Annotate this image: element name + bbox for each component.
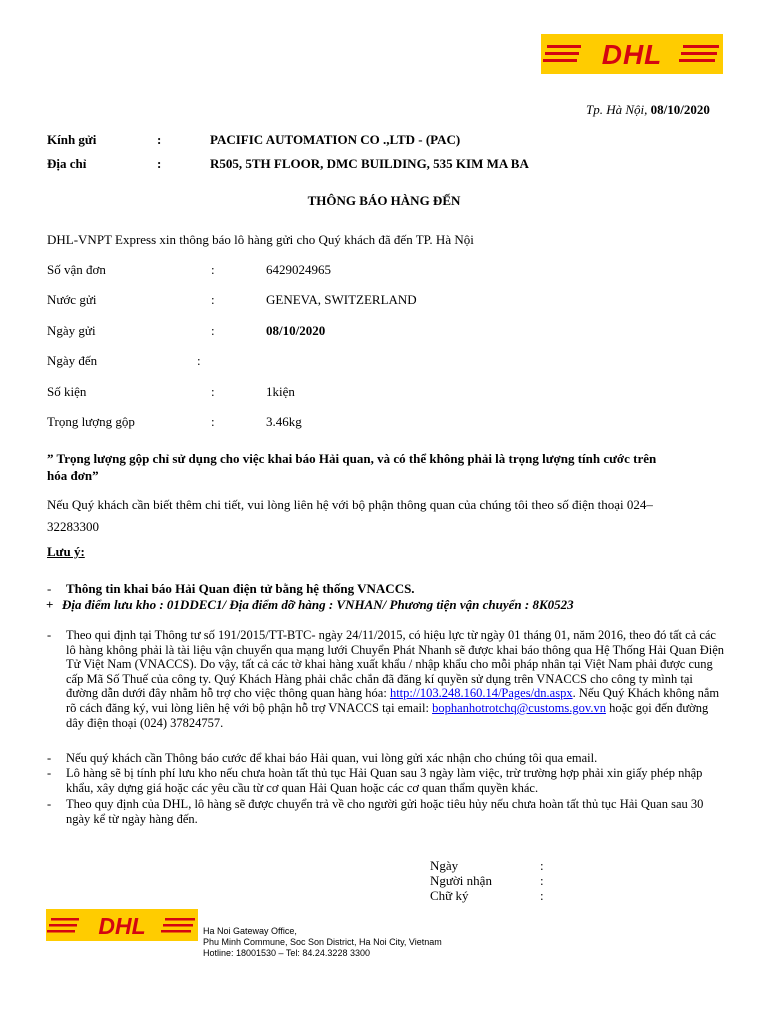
field-label: Số vận đơn (47, 262, 106, 277)
contact-line1: Nếu Quý khách cần biết thêm chi tiết, vui lòng liên hệ với bộ phận thông quan của chúng tôi theo số điện thoại 024– (47, 497, 653, 512)
address-value: R505, 5TH FLOOR, DMC BUILDING, 535 KIM MA BA (210, 156, 529, 171)
location-plus: + (46, 597, 54, 612)
date-line (586, 102, 710, 118)
dhl-logo-bottom (46, 909, 198, 941)
vnaccs-dash: - (47, 581, 52, 596)
bullet-vnaccs-regulation (66, 628, 726, 730)
field-colon: : (197, 353, 201, 368)
field-value: 6429024965 (266, 262, 331, 277)
contact-line2: 32283300 (47, 519, 99, 534)
dhl-logo-icon (46, 909, 198, 941)
footer-address: Phu Minh Commune, Soc Son District, Ha Noi City, Vietnam (203, 937, 442, 947)
field-label: Ngày đến (47, 353, 98, 368)
bullet-dash: - (47, 751, 52, 765)
field-colon: : (211, 292, 215, 307)
note-heading: Lưu ý: (47, 544, 85, 559)
bullet-freight-notice: Nếu quý khách cần Thông báo cước để khai báo Hải quan, vui lòng gửi xác nhận cho chúng tôi qua email. (66, 751, 598, 765)
support-email-link[interactable]: bophanhotrotchq@customs.gov.vn (432, 700, 606, 715)
location-text: Địa điểm lưu kho : 01DDEC1/ Địa điểm dỡ hàng : VNHAN/ Phương tiện vận chuyển : 8K0523 (62, 597, 574, 612)
to-colon: : (157, 132, 162, 147)
vnaccs-text: Thông tin khai báo Hải Quan điện tử bằng hệ thống VNACCS. (66, 581, 415, 596)
signature-colon: : (540, 888, 544, 903)
signature-colon: : (540, 858, 544, 873)
field-colon: : (211, 414, 215, 429)
weight-note-line1: ” Trọng lượng gộp chỉ sử dụng cho việc khai báo Hải quan, và có thể không phải là trọng lượng tính cước trên (47, 451, 657, 466)
dhl-logo-text: DHL (601, 39, 663, 70)
bullet-text: Theo qui định tại Thông tư số 191/2015/TT-BTC- ngày 24/11/2015, có hiệu lực từ ngày 01 tháng 01, năm 2016, theo đó tất cả các lô hàng không phải là tài liệu vận chuyển qua mạng lưới Chuyển Phát Nhanh sẽ được khai báo thông qua Hệ Thống Hải Quan Điện Tử Việt Nam (VNACCS). Do vậy, tất cả các tờ khai hàng xuất khẩu / nhập khẩu cho mỗi pháp nhân tại Việt Nam phải được cung cấp Mã Số Thuế của công ty. Quý Khách Hàng phải chắc chắn đã đăng kí quyền sử dụng trên VNACCS cho công ty mình tại đường dẫn dưới đây nhằm hỗ trợ cho việc thông quan hàng hóa: (66, 628, 724, 701)
to-value: PACIFIC AUTOMATION CO .,LTD - (PAC) (210, 132, 461, 147)
date-value: 08/10/2020 (650, 102, 710, 117)
bullet-dash: - (47, 766, 52, 780)
field-colon: : (211, 262, 215, 277)
field-label: Nước gửi (47, 292, 97, 307)
field-value: 08/10/2020 (266, 323, 326, 338)
field-value: GENEVA, SWITZERLAND (266, 292, 417, 307)
document-title: THÔNG BÁO HÀNG ĐẾN (307, 193, 461, 208)
address-colon: : (157, 156, 162, 171)
bullet-storage-fee: Lô hàng sẽ bị tính phí lưu kho nếu chưa hoàn tất thủ tục Hải Quan sau 3 ngày làm việc, trừ trường hợp phải xin giấy phép nhập khẩu, xây dựng giá hoặc các yêu cầu từ cơ quan Hải Quan hoặc các cơ quan thẩm quyền khác. (66, 766, 703, 795)
dhl-logo-text: DHL (98, 913, 146, 939)
field-label: Ngày gửi (47, 323, 96, 338)
dhl-logo-icon (541, 34, 723, 74)
signature-colon: : (540, 873, 544, 888)
field-colon: : (211, 323, 215, 338)
signature-label: Ngày (430, 858, 459, 873)
dhl-logo-top (541, 34, 723, 74)
bullet-text: hoặc gọi đến đường dây điện thoại (024) 37824757. (66, 700, 709, 730)
date-place: Tp. Hà Nội, (586, 102, 648, 117)
intro-text: DHL-VNPT Express xin thông báo lô hàng gửi cho Quý khách đã đến TP. Hà Nội (47, 232, 474, 247)
weight-note-line2: hóa đơn” (47, 468, 99, 483)
address-label: Địa chỉ (47, 156, 87, 171)
bullet-return-policy: Theo quy định của DHL, lô hàng sẽ được chuyển trả về cho người gửi hoặc tiêu hủy nếu chưa hoàn tất thủ tục Hải Quan sau 30 ngày kể từ ngày hàng đến. (66, 797, 704, 826)
field-label: Trọng lượng gộp (47, 414, 135, 429)
field-value: 3.46kg (266, 414, 302, 429)
vnaccs-registration-link[interactable]: http://103.248.160.14/Pages/dn.aspx (389, 686, 573, 701)
field-value: 1kiện (266, 384, 295, 399)
bullet-dash: - (47, 628, 52, 642)
field-label: Số kiện (47, 384, 87, 399)
bullet-text: . Nếu Quý Khách không nắm rõ cách đăng ký, vui lòng liên hệ với bộ phận hỗ trợ VNACCS tại email: (66, 686, 720, 715)
footer-hotline: Hotline: 18001530 – Tel: 84.24.3228 3300 (203, 948, 370, 958)
to-label: Kính gửi (47, 132, 97, 147)
signature-label: Người nhận (430, 873, 492, 888)
footer-office: Ha Noi Gateway Office, (203, 926, 297, 936)
signature-label: Chữ ký (430, 888, 469, 903)
bullet-dash: - (47, 797, 52, 811)
field-colon: : (211, 384, 215, 399)
